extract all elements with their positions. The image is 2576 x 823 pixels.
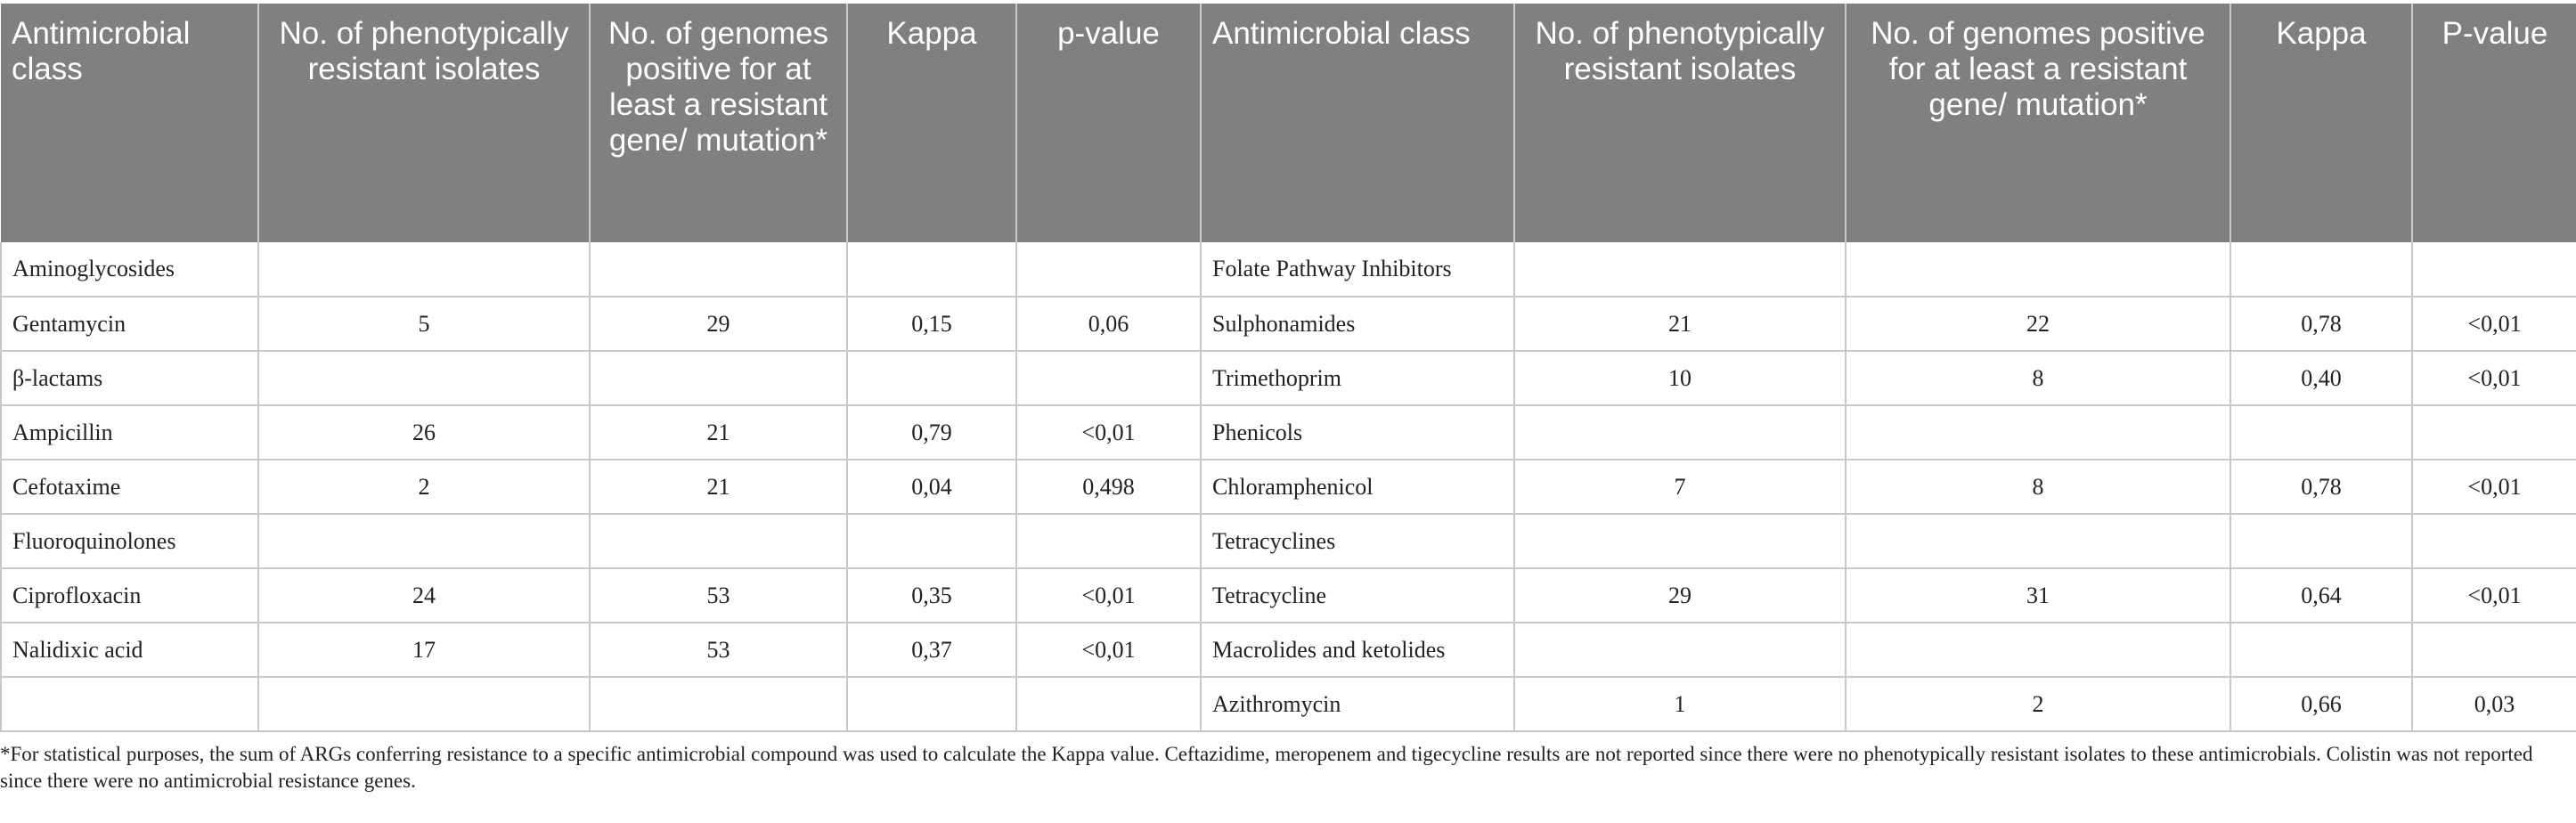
cell-kappa-right	[2230, 623, 2412, 677]
cell-p-value-left	[1016, 242, 1201, 297]
cell-phenotypic-right: 10	[1514, 351, 1846, 405]
cell-class-left	[1, 677, 258, 731]
cell-kappa-left: 0,37	[847, 623, 1016, 677]
cell-phenotypic-left: 24	[258, 568, 590, 623]
cell-phenotypic-right	[1514, 623, 1846, 677]
cell-p-value-right: <0,01	[2412, 297, 2576, 351]
cell-kappa-left	[847, 514, 1016, 568]
cell-phenotypic-right: 7	[1514, 460, 1846, 514]
header-p-value-left	[1016, 4, 1201, 242]
cell-phenotypic-right: 29	[1514, 568, 1846, 623]
cell-p-value-right: <0,01	[2412, 568, 2576, 623]
cell-p-value-right	[2412, 514, 2576, 568]
cell-genomes-right: 8	[1846, 351, 2230, 405]
header-kappa-left: Kappa	[847, 4, 1016, 242]
cell-class-right: Macrolides and ketolides	[1201, 623, 1514, 677]
cell-genomes-left: 21	[590, 405, 847, 460]
cell-class-left: β-lactams	[1, 351, 258, 405]
table-row	[1, 297, 2576, 351]
cell-phenotypic-left: 2	[258, 460, 590, 514]
cell-phenotypic-left: 17	[258, 623, 590, 677]
cell-class-left: Ampicillin	[1, 405, 258, 460]
cell-class-right: Sulphonamides	[1201, 297, 1514, 351]
cell-class-right: Tetracycline	[1201, 568, 1514, 623]
resistance-table	[0, 4, 2576, 732]
table-row	[1, 514, 2576, 568]
cell-p-value-left	[1016, 514, 1201, 568]
cell-kappa-left: 0,15	[847, 297, 1016, 351]
cell-p-value-right	[2412, 623, 2576, 677]
header-genomes-positive-right: No. of genomes positive for at least a resistant gene/ mutation*	[1846, 4, 2230, 242]
cell-kappa-right	[2230, 405, 2412, 460]
cell-class-right: Folate Pathway Inhibitors	[1201, 242, 1514, 297]
table-row	[1, 568, 2576, 623]
table-row	[1, 242, 2576, 297]
cell-kappa-right: 0,40	[2230, 351, 2412, 405]
cell-phenotypic-right: 21	[1514, 297, 1846, 351]
cell-kappa-right: 0,78	[2230, 460, 2412, 514]
cell-phenotypic-left	[258, 677, 590, 731]
table-row	[1, 677, 2576, 731]
table-row	[1, 351, 2576, 405]
cell-genomes-left	[590, 242, 847, 297]
table-row	[1, 460, 2576, 514]
cell-genomes-left	[590, 351, 847, 405]
cell-class-right: Phenicols	[1201, 405, 1514, 460]
table-row	[1, 405, 2576, 460]
cell-kappa-left: 0,04	[847, 460, 1016, 514]
cell-p-value-right	[2412, 405, 2576, 460]
table-header	[1, 4, 2576, 242]
header-phenotypic-resistant-left: No. of phenotypically resistant isolates	[258, 4, 590, 242]
table-body	[1, 242, 2576, 731]
cell-kappa-left: 0,35	[847, 568, 1016, 623]
table-footnote: *For statistical purposes, the sum of ARGs conferring resistance to a specific antimicrobial compound was used to calculate the Kappa value. Ceftazidime, meropenem and tigecycline results are not reported since there were no phenotypically resistant isolates to these antimicrobials. Colistin was not reported since there were no antimicrobial resistance genes.	[0, 743, 2533, 792]
header-p-value-left-text: p-value	[1057, 16, 1160, 51]
cell-phenotypic-right	[1514, 514, 1846, 568]
cell-genomes-left: 53	[590, 623, 847, 677]
header-row	[1, 4, 2576, 242]
cell-class-left: Fluoroquinolones	[1, 514, 258, 568]
header-kappa-right: Kappa	[2230, 4, 2412, 242]
cell-p-value-left: 0,06	[1016, 297, 1201, 351]
cell-genomes-right: 31	[1846, 568, 2230, 623]
cell-phenotypic-right: 1	[1514, 677, 1846, 731]
cell-kappa-right: 0,64	[2230, 568, 2412, 623]
cell-genomes-right	[1846, 623, 2230, 677]
cell-p-value-left: <0,01	[1016, 405, 1201, 460]
cell-phenotypic-left	[258, 514, 590, 568]
cell-phenotypic-left	[258, 351, 590, 405]
cell-kappa-left	[847, 351, 1016, 405]
cell-class-right: Chloramphenicol	[1201, 460, 1514, 514]
cell-genomes-right	[1846, 405, 2230, 460]
cell-class-left: Gentamycin	[1, 297, 258, 351]
cell-genomes-right: 22	[1846, 297, 2230, 351]
header-antimicrobial-class-right: Antimicrobial class	[1201, 4, 1514, 242]
cell-kappa-right	[2230, 514, 2412, 568]
cell-p-value-right: <0,01	[2412, 351, 2576, 405]
cell-kappa-right: 0,66	[2230, 677, 2412, 731]
header-p-value-right	[2412, 4, 2576, 242]
cell-kappa-left	[847, 242, 1016, 297]
cell-class-left: Nalidixic acid	[1, 623, 258, 677]
header-genomes-positive-left: No. of genomes positive for at least a resistant gene/ mutation*	[590, 4, 847, 242]
cell-kappa-left: 0,79	[847, 405, 1016, 460]
cell-p-value-right: <0,01	[2412, 460, 2576, 514]
cell-genomes-left: 21	[590, 460, 847, 514]
cell-p-value-left	[1016, 351, 1201, 405]
table-row	[1, 623, 2576, 677]
header-antimicrobial-class-left: Antimicrobial class	[1, 4, 258, 242]
cell-class-right: Tetracyclines	[1201, 514, 1514, 568]
cell-genomes-left: 53	[590, 568, 847, 623]
cell-kappa-right	[2230, 242, 2412, 297]
cell-phenotypic-left: 5	[258, 297, 590, 351]
cell-genomes-right: 2	[1846, 677, 2230, 731]
cell-phenotypic-right	[1514, 405, 1846, 460]
cell-phenotypic-left	[258, 242, 590, 297]
cell-kappa-right: 0,78	[2230, 297, 2412, 351]
cell-p-value-right	[2412, 242, 2576, 297]
cell-p-value-left	[1016, 677, 1201, 731]
cell-kappa-left	[847, 677, 1016, 731]
cell-class-right: Azithromycin	[1201, 677, 1514, 731]
cell-phenotypic-right	[1514, 242, 1846, 297]
cell-genomes-right	[1846, 242, 2230, 297]
cell-p-value-right: 0,03	[2412, 677, 2576, 731]
cell-genomes-right: 8	[1846, 460, 2230, 514]
cell-class-left: Cefotaxime	[1, 460, 258, 514]
header-phenotypic-resistant-right: No. of phenotypically resistant isolates	[1514, 4, 1846, 242]
cell-class-left: Aminoglycosides	[1, 242, 258, 297]
cell-genomes-left	[590, 514, 847, 568]
header-p-value-right-text: P-value	[2441, 16, 2548, 51]
cell-phenotypic-left: 26	[258, 405, 590, 460]
cell-genomes-right	[1846, 514, 2230, 568]
cell-class-right: Trimethoprim	[1201, 351, 1514, 405]
cell-p-value-left: 0,498	[1016, 460, 1201, 514]
cell-p-value-left: <0,01	[1016, 623, 1201, 677]
cell-class-left: Ciprofloxacin	[1, 568, 258, 623]
cell-genomes-left: 29	[590, 297, 847, 351]
cell-genomes-left	[590, 677, 847, 731]
cell-p-value-left: <0,01	[1016, 568, 1201, 623]
